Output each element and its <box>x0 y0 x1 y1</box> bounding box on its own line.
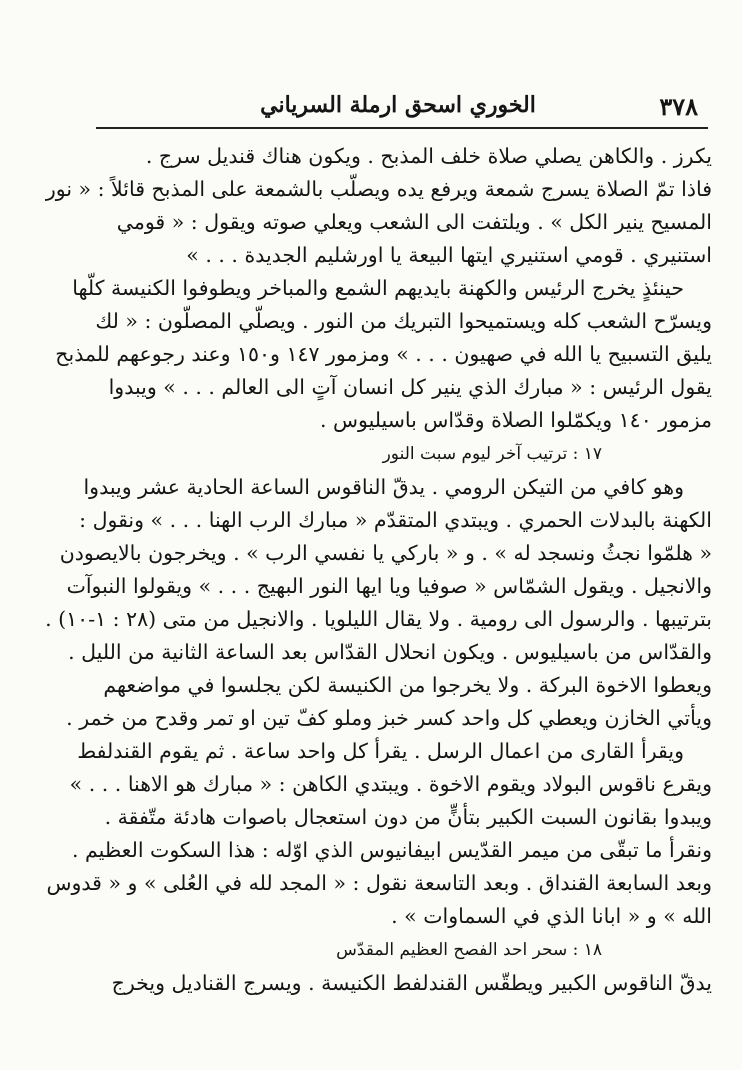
text-line: بترتيبها . والرسول الى رومية . ولا يقال الليلويا . والانجيل من متى (٢٨ : ١-١٠) . <box>45 607 712 631</box>
text-line: وبعد السابعة القنداق . وبعد التاسعة نقول : « المجد لله في العُلى » و « قدوس <box>46 871 712 895</box>
text-line: ويبدوا بقانون السبت الكبير بتأنٍّ من دون استعجال باصوات هادئة متّفقة . <box>104 805 712 829</box>
text-line: ويقرع ناقوس البولاد ويقوم الاخوة . ويبتدي الكاهن : « مبارك هو الاهنا . . . » <box>69 772 712 796</box>
text-line: والانجيل . ويقول الشمّاس « صوفيا ويا ايها النور البهيج . . . » ويقولوا النبوآت <box>66 574 712 598</box>
text-line: « هلمّوا نجثُ ونسجد له » . و « باركي يا نفسي الرب » . ويخرجون بالايصودن <box>59 541 712 565</box>
text-line: ويسرّح الشعب كله ويستميحوا التبريك من النور . ويصلّي المصلّون : « لك <box>95 309 712 333</box>
text-line: فاذا تمّ الصلاة يسرج شمعة ويرفع يده ويصلّب بالشمعة على المذبح قائلاً : « نور <box>45 177 712 201</box>
section-heading-17: ١٧ : ترتيب آخر ليوم سبت النور <box>382 444 602 464</box>
text-line: يقول الرئيس : « مبارك الذي ينير كل انسان آتٍ الى العالم . . . » ويبدوا <box>108 375 712 399</box>
text-line: استنيري . قومي استنيري ايتها البيعة يا اورشليم الجديدة . . . » <box>186 243 712 267</box>
text-line: الله » و « ابانا الذي في السماوات » . <box>391 904 712 928</box>
paragraph-start-line: ويقرأ القارى من اعمال الرسل . يقرأ كل واحد ساعة . ثم يقوم القندلفط <box>77 739 684 763</box>
running-title: الخوري اسحق ارملة السرياني <box>260 92 536 118</box>
text-line: يكرز . والكاهن يصلي صلاة خلف المذبح . ويكون هناك قنديل سرج . <box>145 144 712 168</box>
text-line: الكهنة بالبدلات الحمري . ويبتدي المتقدّم « مبارك الرب الهنا . . . » ونقول : <box>79 508 712 532</box>
text-line: ويعطوا الاخوة البركة . ولا يخرجوا من الكنيسة لكن يجلسوا في مواضعهم <box>103 673 712 697</box>
paragraph-start-line: حينئذٍ يخرج الرئيس والكهنة بايديهم الشمع والمباخر ويطوفوا الكنيسة كلّها <box>72 276 684 300</box>
header-rule <box>96 127 708 129</box>
body-text <box>45 140 712 1070</box>
page-header <box>98 88 698 128</box>
text-line: يدقّ الناقوس الكبير ويطقّس القندلفط الكنيسة . ويسرج القناديل ويخرج <box>111 971 712 995</box>
page-number: ٣٧٨ <box>659 92 698 121</box>
text-line: ويأتي الخازن ويعطي كل واحد كسر خبز وملو كفّ تين او تمر وقدح من خمر . <box>66 706 712 730</box>
text-line: ونقرأ ما تبقّى من ميمر القدّيس ابيفانيوس الذي اوّله : هذا السكوت العظيم . <box>72 838 712 862</box>
section-heading-18: ١٨ : سحر احد الفصح العظيم المقدّس <box>336 940 602 960</box>
text-line: المسيح ينير الكل » . ويلتفت الى الشعب ويعلي صوته ويقول : « قومي <box>116 210 712 234</box>
paragraph-start-line: وهو كافي من التيكن الرومي . يدقّ الناقوس الساعة الحادية عشر ويبدوا <box>83 475 684 499</box>
text-line: والقدّاس من باسيليوس . ويكون انحلال القدّاس بعد الساعة الثانية من الليل . <box>68 640 712 664</box>
text-line: مزمور ١٤٠ ويكمّلوا الصلاة وقدّاس باسيليوس . <box>319 408 712 432</box>
text-line: يليق التسبيح يا الله في صهيون . . . » ومزمور ١٤٧ و١٥٠ وعند رجوعهم للمذبح <box>55 342 712 366</box>
